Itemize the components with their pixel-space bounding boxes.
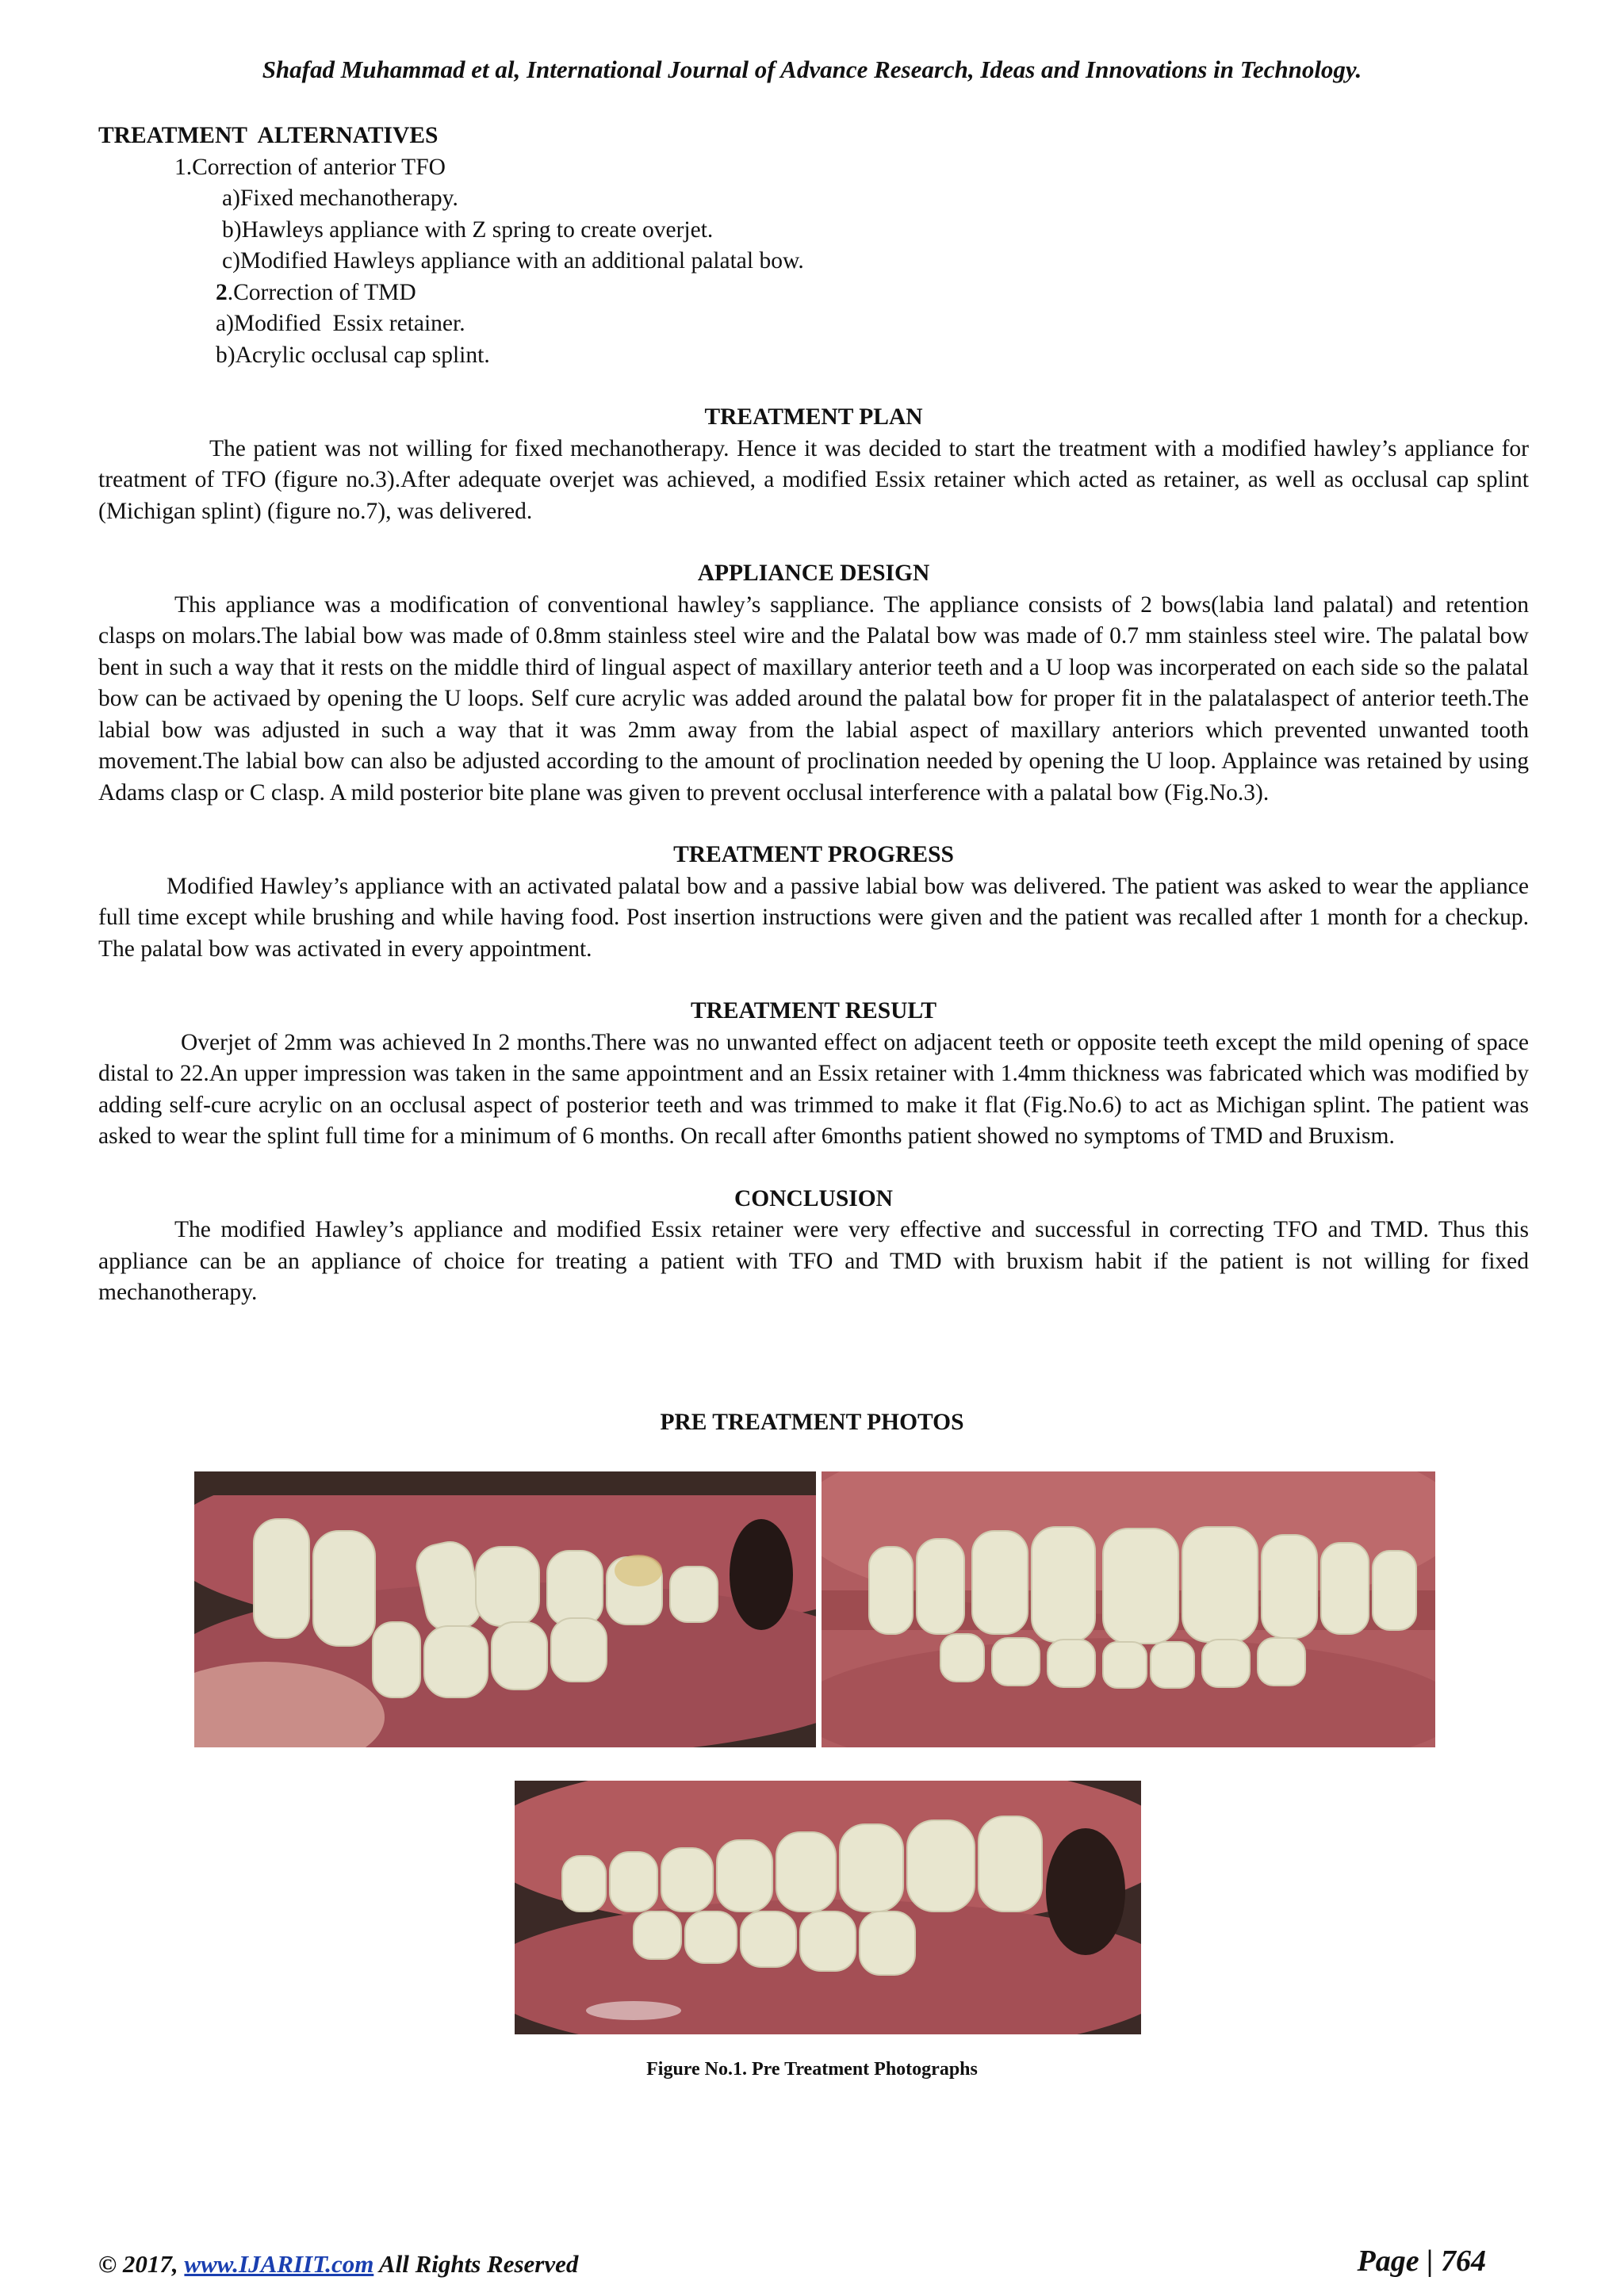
treatment-progress-heading: TREATMENT PROGRESS — [673, 842, 954, 867]
treatment-plan-paragraph: The patient was not willing for fixed mechanotherapy. Hence it was decided to start the treatment with a modified hawley’s appliance for treatment of TFO (figure no.3).After adequate overjet was achieved, a modified Essix retainer which acted as retainer, as well as occlusal cap splint (Michigan splint) (figure no.7), was delivered. — [98, 435, 1529, 524]
copyright-prefix: © 2017, — [98, 2250, 185, 2278]
photo-right-lateral-view — [194, 1471, 816, 1747]
alternative-item-2-number: 2 — [216, 279, 228, 305]
alternative-item-2 — [98, 277, 1529, 309]
alternative-item-2b: b)Acrylic occlusal cap splint. — [216, 342, 490, 368]
alternative-item-1b: b)Hawleys appliance with Z spring to create overjet. — [222, 216, 714, 243]
alternative-item-1c: c)Modified Hawleys appliance with an additional palatal bow. — [222, 248, 804, 274]
appliance-design-paragraph: This appliance was a modification of conventional hawley’s sappliance. The appliance consists of 2 bows(labia land palatal) and retention clasps on molars.The labial bow was made of 0.8mm stainless steel wire and the Palatal bow was made of 0.7 mm stainless steel wire. The palatal bow bent in such a way that it rests on the middle third of lingual aspect of maxillary anterior teeth and a U loop was incorperated on each side so the palatal bow can be activaed by opening the U loops. Self cure acrylic was added around the palatal bow for proper fit in the palatalaspect of anterior teeth.The labial bow was adjusted in such a way that it was 2mm away from the labial aspect of maxillary anteriors which prevented unwanted tooth movement.The labial bow can also be adjusted according to the amount of proclination needed by opening the U loop. Applaince was retained by using Adams clasp or C clasp. A mild posterior bite plane was given to prevent occlusal interference with a palatal bow (Fig.No.3). — [98, 591, 1529, 806]
conclusion-heading: CONCLUSION — [734, 1185, 893, 1211]
alternative-item-2a: a)Modified Essix retainer. — [216, 311, 465, 336]
alternative-item-1: 1.Correction of anterior TFO — [174, 154, 446, 180]
photo-left-lateral-view — [515, 1781, 1141, 2034]
alternative-item-2-text: .Correction of TMD — [227, 279, 416, 305]
figure-caption: Figure No.1. Pre Treatment Photographs — [646, 2059, 978, 2080]
treatment-progress-paragraph: Modified Hawley’s appliance with an activated palatal bow and a passive labial bow was delivered. The patient was asked to wear the appliance full time except while brushing and while having food. Post insertion instructions were given and the patient was recalled after 1 month for a checkup. The palatal bow was activated in every appointment. — [98, 873, 1529, 962]
treatment-result-paragraph: Overjet of 2mm was achieved In 2 months.There was no unwanted effect on adjacent teeth or opposite teeth except the mild opening of space distal to 22.An upper impression was taken in the same appointment and an Essix retainer with 1.4mm thickness was fabricated which was modified by adding self-cure acrylic on an occlusal aspect of posterior teeth and was trimmed to make it flat (Fig.No.6) to act as Michigan splint. The patient was asked to wear the splint full time for a minimum of 6 months. On recall after 6months patient showed no symptoms of TMD and Bruxism. — [98, 1029, 1529, 1149]
photo-frontal-view — [822, 1471, 1435, 1747]
footer-copyright — [98, 2250, 578, 2279]
appliance-design-heading: APPLIANCE DESIGN — [697, 561, 930, 586]
conclusion-paragraph: The modified Hawley’s appliance and modified Essix retainer were very effective and successful in correcting TFO and TMD. Thus this appliance can be an appliance of choice for treating a patient with TFO and TMD with bruxism habit if the patient is not willing for fixed mechanotherapy. — [98, 1217, 1529, 1305]
pre-treatment-photos-heading: PRE TREATMENT PHOTOS — [660, 1410, 964, 1435]
running-title: Shafad Muhammad et al, International Journal of Advance Research, Ideas and Innovations in Technology. — [262, 55, 1362, 83]
treatment-result-heading: TREATMENT RESULT — [690, 998, 937, 1024]
treatment-alternatives-heading: TREATMENT ALTERNATIVES — [98, 123, 439, 148]
page-number: Page | 764 — [1357, 2244, 1486, 2278]
treatment-plan-heading: TREATMENT PLAN — [704, 404, 923, 430]
body-text — [98, 121, 1529, 1309]
journal-site-link[interactable]: www.IJARIIT.com — [184, 2250, 374, 2278]
copyright-suffix: All Rights Reserved — [373, 2250, 579, 2278]
alternative-item-1a: a)Fixed mechanotherapy. — [222, 186, 458, 211]
